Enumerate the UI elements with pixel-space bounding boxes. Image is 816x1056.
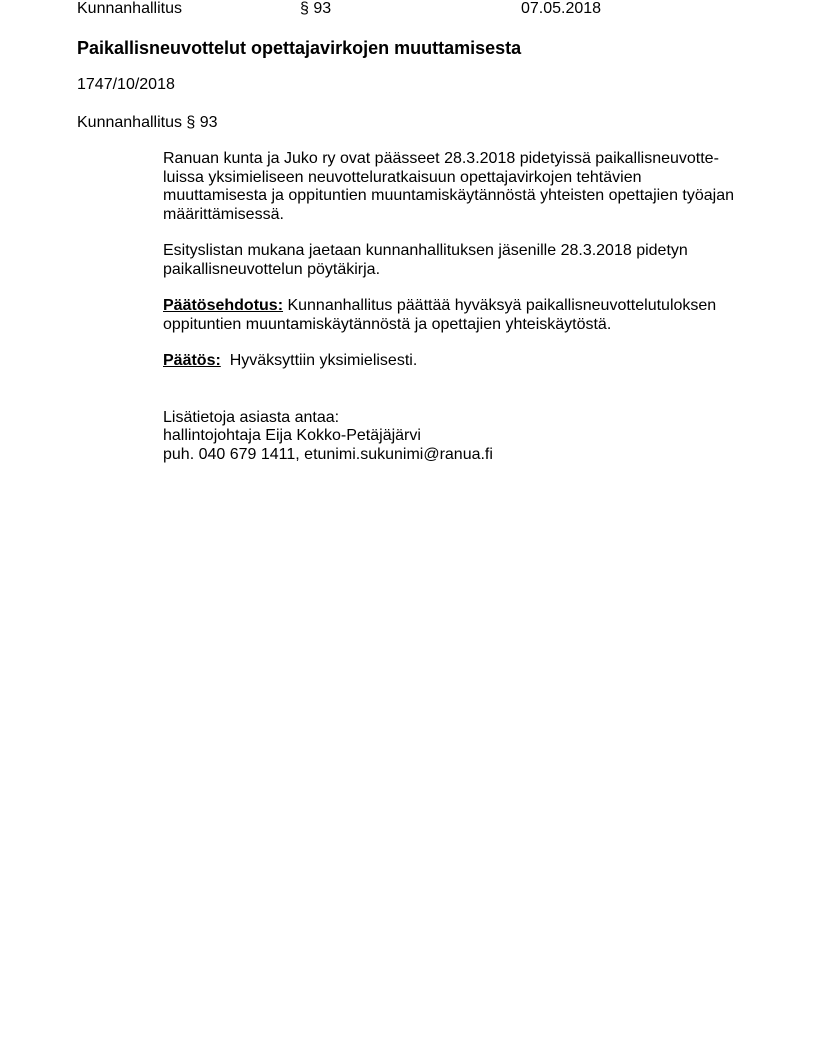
paragraph-line: Ranuan kunta ja Juko ry ovat päässeet 28.3.2018 pidetyissä paikallisneuvotte-: [163, 150, 719, 167]
header-date: 07.05.2018: [521, 0, 602, 17]
document-title: Paikallisneuvottelut opettajavirkojen muuttamisesta: [77, 38, 522, 58]
paragraph-line: [163, 297, 763, 316]
decision-text: Hyväksyttiin yksimielisesti.: [220, 352, 418, 369]
paragraph-agreement: [163, 150, 763, 224]
decision-label: Päätös:: [163, 352, 221, 369]
paragraph-decision: [163, 352, 763, 371]
paragraph-proposal: [163, 297, 763, 334]
contact-info: [163, 409, 763, 465]
paragraph-distribution: [163, 242, 763, 279]
paragraph-line: Esityslistan mukana jaetaan kunnanhallituksen jäsenille 28.3.2018 pidetyn: [163, 242, 688, 259]
proposal-label: Päätösehdotus:: [163, 297, 284, 314]
reference-number: 1747/10/2018: [77, 76, 175, 93]
header-section-number: § 93: [300, 0, 332, 17]
contact-intro: Lisätietoja asiasta antaa:: [163, 408, 340, 426]
paragraph-line: oppituntien muuntamiskäytännöstä ja opettajien yhteiskäytöstä.: [163, 315, 612, 333]
paragraph-line: määrittämisessä.: [163, 205, 284, 223]
paragraph-line: luissa yksimieliseen neuvotteluratkaisuun opettajavirkojen tehtävien: [163, 168, 642, 186]
contact-person: hallintojohtaja Eija Kokko-Petäjäjärvi: [163, 427, 421, 444]
section-label: Kunnanhallitus § 93: [77, 114, 218, 131]
header-body-name: Kunnanhallitus: [77, 0, 182, 17]
paragraph-line: paikallisneuvottelun pöytäkirja.: [163, 260, 381, 278]
paragraph-line: muuttamisesta ja oppituntien muuntamiskäytännöstä yhteisten opettajien työajan: [163, 187, 735, 204]
proposal-text: Kunnanhallitus päättää hyväksyä paikallisneuvottelutuloksen: [283, 297, 717, 314]
contact-phone-email: puh. 040 679 1411, etunimi.sukunimi@ranua.fi: [163, 445, 493, 463]
document-body: [163, 150, 763, 464]
paragraph-line: [163, 352, 763, 371]
